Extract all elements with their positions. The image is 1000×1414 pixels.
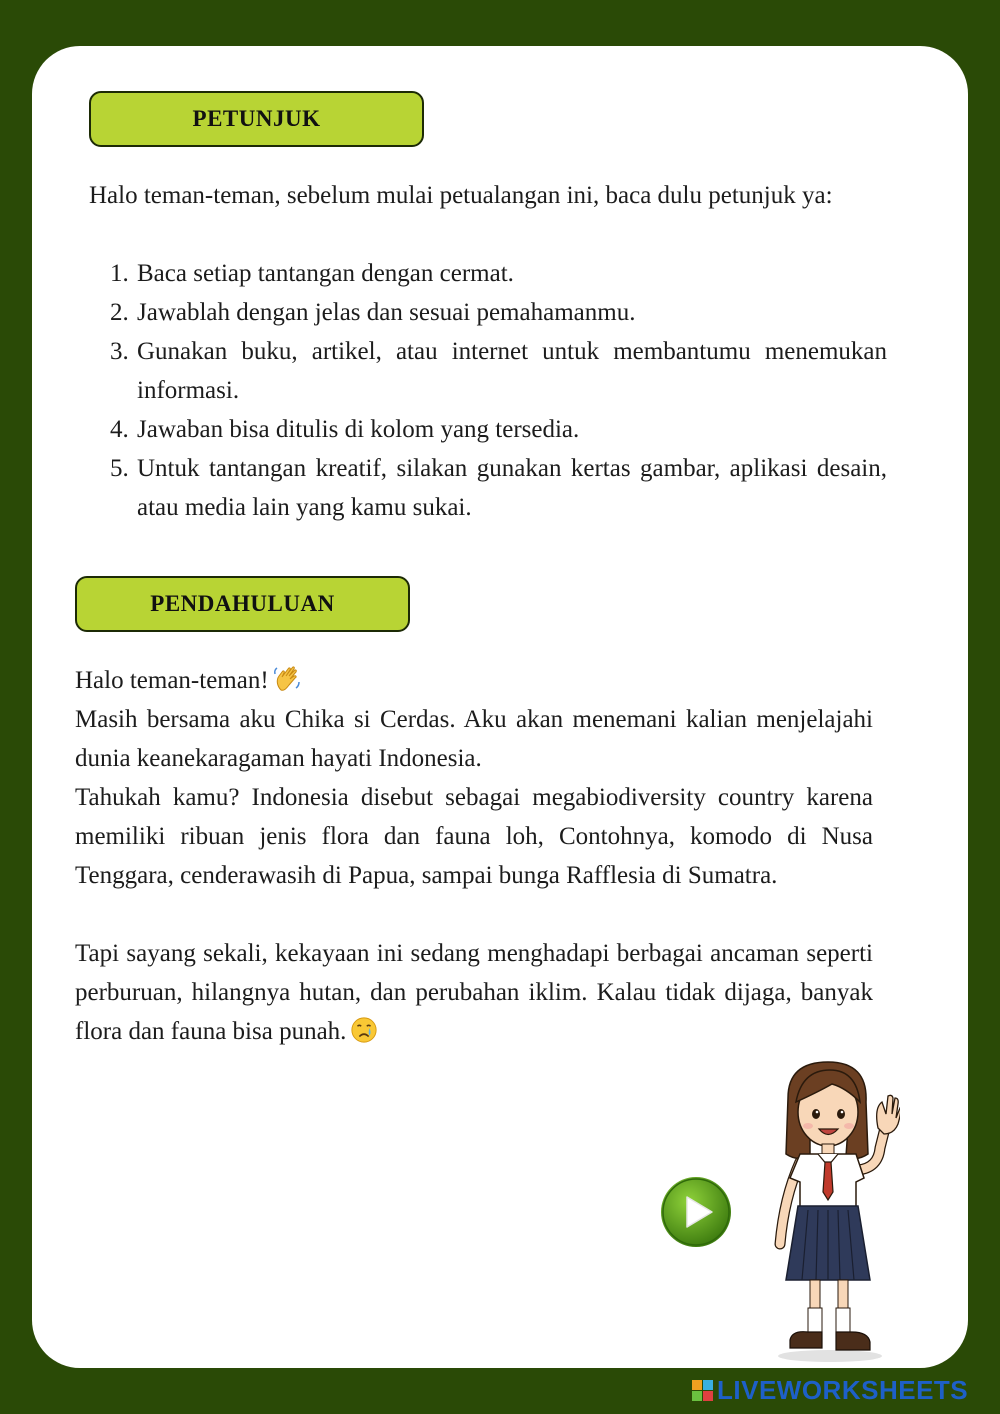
list-item: 1. Baca setiap tantangan dengan cermat. — [110, 260, 514, 287]
liveworksheets-logo — [692, 1380, 713, 1401]
petunjuk-intro — [89, 176, 887, 215]
pendahuluan-heading-label: PENDAHULUAN — [150, 591, 335, 616]
list-item: 2. Jawablah dengan jelas dan sesuai pemahamanmu. — [110, 299, 636, 326]
spacer — [75, 895, 873, 934]
chika-illustration — [760, 1058, 900, 1363]
watermark-text: LIVEWORKSHEETS — [717, 1374, 969, 1405]
list-item: 3. Gunakan buku, artikel, atau internet untuk membantumu menemukan informasi. — [110, 338, 887, 404]
petunjuk-list — [110, 254, 887, 527]
pendahuluan-heading — [75, 576, 410, 632]
paragraph-megabiodiversity: Tahukah kamu? Indonesia disebut sebagai megabiodiversity country karena memiliki ribuan jenis flora dan fauna loh, Contohnya, komodo di Nusa Tenggara, cenderawasih di Papua, sampai bunga Rafflesia di Sumatra. — [75, 784, 873, 889]
list-item: 4. Jawaban bisa ditulis di kolom yang tersedia. — [110, 416, 580, 443]
paragraph-chika: Masih bersama aku Chika si Cerdas. Aku akan menemani kalian menjelajahi dunia keanekaragaman hayati Indonesia. — [75, 706, 873, 772]
waving-hand-icon — [273, 664, 301, 694]
paragraph-threats: Tapi sayang sekali, kekayaan ini sedang menghadapi berbagai ancaman seperti perburuan, hilangnya hutan, dan perubahan iklim. Kalau tidak dijaga, banyak flora dan fauna bisa punah. — [75, 940, 873, 1045]
play-button[interactable] — [660, 1176, 732, 1248]
pendahuluan-text — [75, 661, 873, 1051]
liveworksheets-watermark — [692, 1376, 968, 1404]
crying-face-icon — [350, 1015, 378, 1045]
petunjuk-heading — [89, 91, 424, 147]
list-item: 5. Untuk tantangan kreatif, silakan gunakan kertas gambar, aplikasi desain, atau media lain yang kamu sukai. — [110, 455, 887, 521]
greeting-line: Halo teman-teman! — [75, 661, 873, 700]
petunjuk-intro-text: Halo teman-teman, sebelum mulai petualangan ini, baca dulu petunjuk ya: — [89, 182, 833, 209]
petunjuk-heading-label: PETUNJUK — [192, 106, 321, 131]
